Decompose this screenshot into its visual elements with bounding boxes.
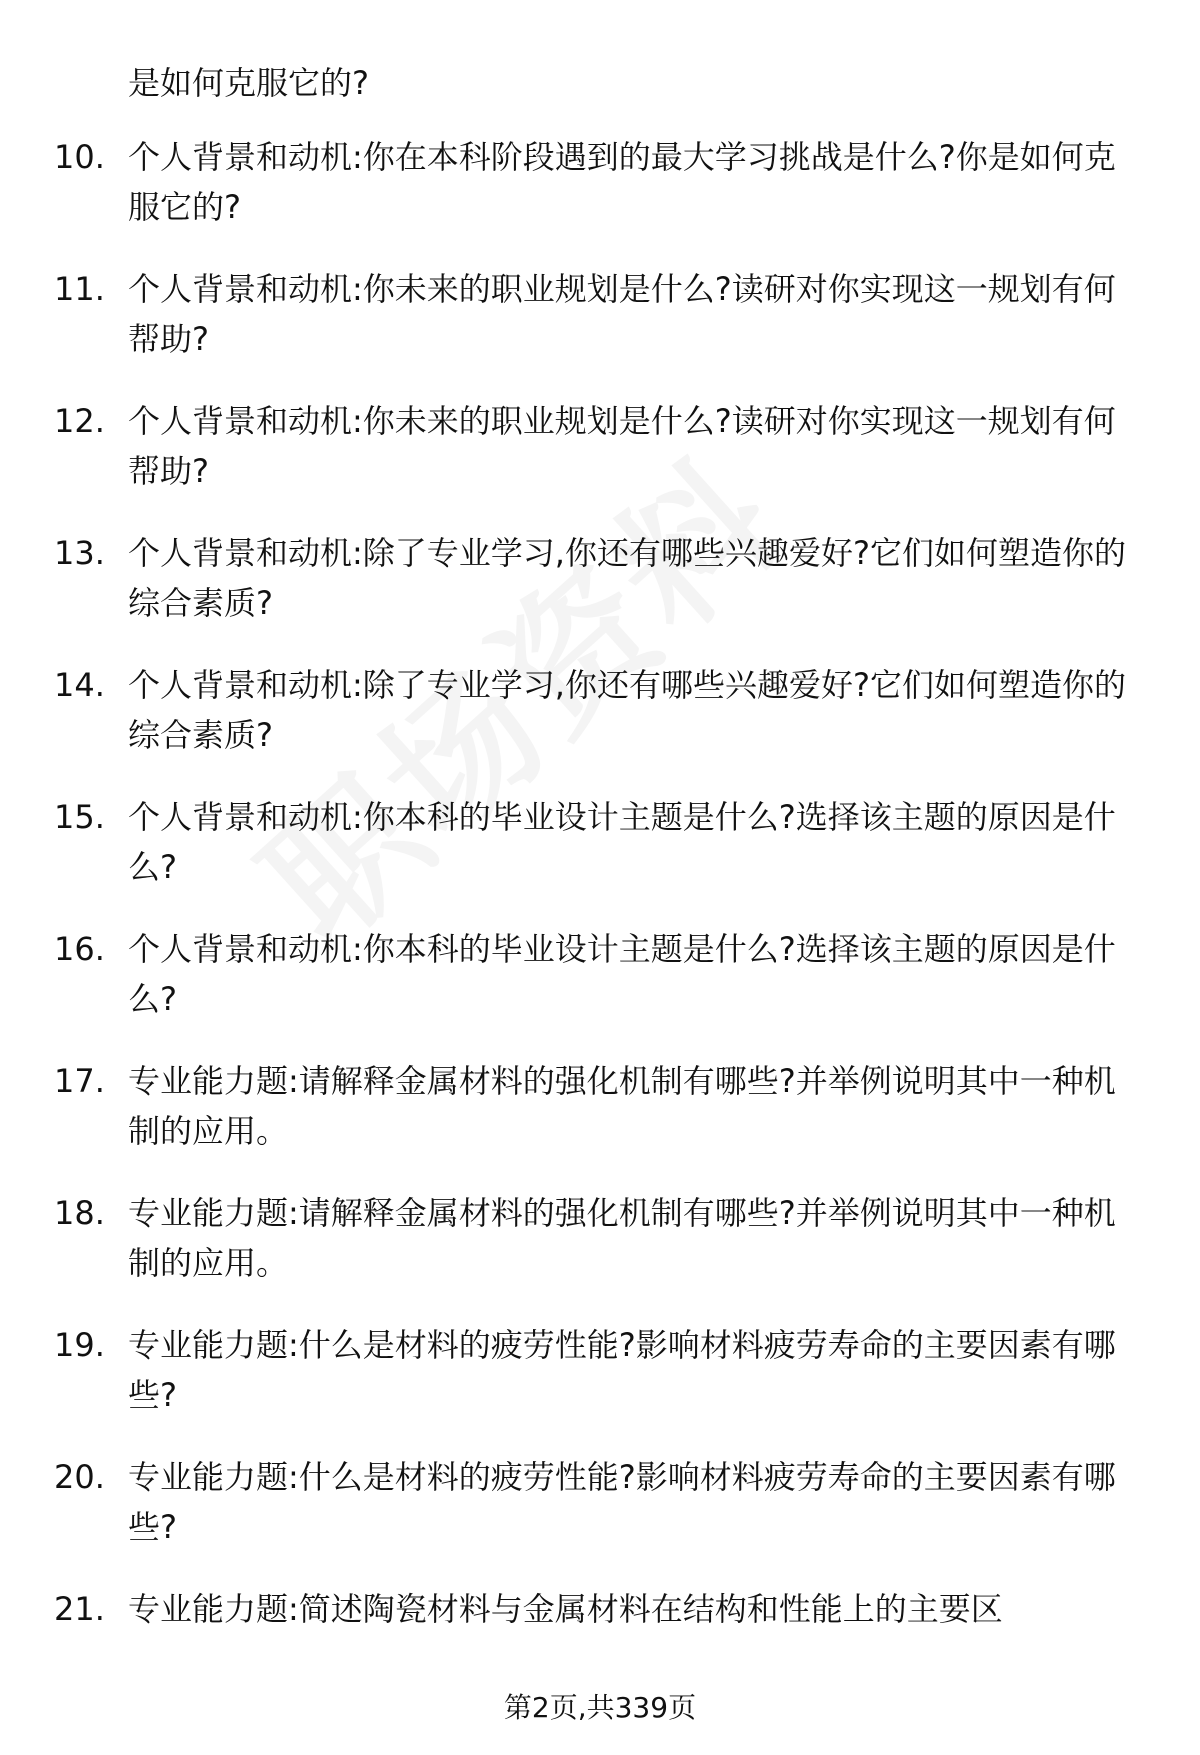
- question-text: 个人背景和动机:除了专业学习,你还有哪些兴趣爱好?它们如何塑造你的综合素质?: [128, 534, 1126, 622]
- list-item: [0, 1056, 1200, 1188]
- page-number: 第2页,共339页: [503, 1691, 697, 1724]
- question-text: 专业能力题:什么是材料的疲劳性能?影响材料疲劳寿命的主要因素有哪些?: [128, 1326, 1116, 1414]
- question-text: 个人背景和动机:你本科的毕业设计主题是什么?选择该主题的原因是什么?: [128, 798, 1116, 886]
- list-item: [0, 132, 1200, 264]
- question-number: 13.: [54, 534, 105, 572]
- question-text: 个人背景和动机:除了专业学习,你还有哪些兴趣爱好?它们如何塑造你的综合素质?: [128, 666, 1126, 754]
- list-item: [0, 1452, 1200, 1584]
- list-item: [0, 396, 1200, 528]
- list-item: [0, 528, 1200, 660]
- question-text: 个人背景和动机:你在本科阶段遇到的最大学习挑战是什么?你是如何克服它的?: [128, 138, 1116, 226]
- question-number: 12.: [54, 402, 105, 440]
- question-text: 专业能力题:请解释金属材料的强化机制有哪些?并举例说明其中一种机制的应用。: [128, 1062, 1116, 1150]
- question-number: 17.: [54, 1062, 105, 1100]
- question-number: 18.: [54, 1194, 105, 1232]
- question-text: 专业能力题:简述陶瓷材料与金属材料在结构和性能上的主要区: [128, 1590, 1003, 1628]
- list-item: [0, 1320, 1200, 1452]
- question-number: 14.: [54, 666, 105, 704]
- list-item: [0, 792, 1200, 924]
- question-number: 15.: [54, 798, 105, 836]
- list-item: [0, 660, 1200, 792]
- question-text: 个人背景和动机:你未来的职业规划是什么?读研对你实现这一规划有何帮助?: [128, 402, 1116, 490]
- question-number: 16.: [54, 930, 105, 968]
- question-text: 个人背景和动机:你本科的毕业设计主题是什么?选择该主题的原因是什么?: [128, 930, 1116, 1018]
- list-item: [0, 1188, 1200, 1320]
- question-text: 专业能力题:什么是材料的疲劳性能?影响材料疲劳寿命的主要因素有哪些?: [128, 1458, 1116, 1546]
- list-item: [0, 264, 1200, 396]
- question-number: 20.: [54, 1458, 105, 1496]
- question-text: 个人背景和动机:你未来的职业规划是什么?读研对你实现这一规划有何帮助?: [128, 270, 1116, 358]
- question-number: 21.: [54, 1590, 105, 1628]
- question-number: 10.: [54, 138, 105, 176]
- question-list: [0, 132, 1200, 1716]
- list-item: [0, 924, 1200, 1056]
- question-number: 19.: [54, 1326, 105, 1364]
- question-text: 专业能力题:请解释金属材料的强化机制有哪些?并举例说明其中一种机制的应用。: [128, 1194, 1116, 1282]
- question-number: 11.: [54, 270, 105, 308]
- continued-question-text: 是如何克服它的?: [128, 64, 369, 102]
